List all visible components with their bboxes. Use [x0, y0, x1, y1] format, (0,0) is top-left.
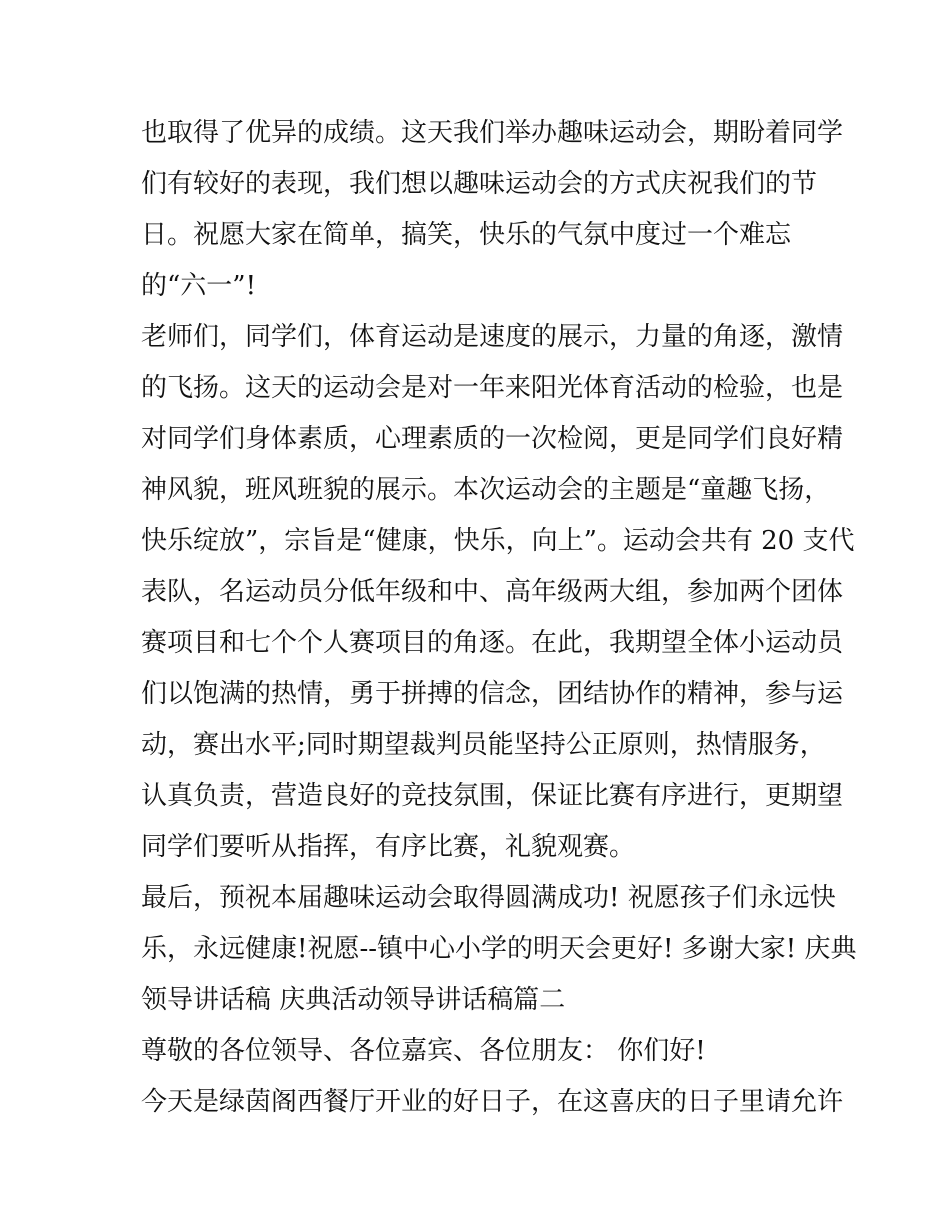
text-line: 赛项目和七个个人赛项目的角逐。在此，我期望全体小运动员 [141, 628, 844, 658]
text-line: 们有较好的表现，我们想以趣味运动会的方式庆祝我们的节 [141, 169, 818, 199]
text-line: 尊敬的各位领导、各位嘉宾、各位朋友： 你们好! [141, 1036, 706, 1066]
text-line: 今天是绿茵阁西餐厅开业的好日子，在这喜庆的日子里请允许 [141, 1087, 844, 1117]
text-line: 神风貌，班风班貌的展示。本次运动会的主题是“童趣飞扬， [141, 475, 831, 505]
text-line: 的飞扬。这天的运动会是对一年来阳光体育活动的检验，也是 [141, 373, 844, 403]
text-line: 的“六一”! [141, 271, 257, 301]
text-line: 乐，永远健康!祝愿--镇中心小学的明天会更好! 多谢大家! 庆典 [141, 934, 857, 964]
text-line: 动，赛出水平;同时期望裁判员能坚持公正原则，热情服务， [141, 730, 826, 760]
text-line: 也取得了优异的成绩。这天我们举办趣味运动会，期盼着同学 [141, 118, 844, 148]
text-line: 领导讲话稿 庆典活动领导讲话稿篇二 [141, 985, 566, 1015]
document-body [141, 108, 857, 1128]
text-line: 表队，名运动员分低年级和中、高年级两大组，参加两个团体 [141, 577, 844, 607]
text-line: 日。祝愿大家在简单，搞笑，快乐的气氛中度过一个难忘 [141, 220, 792, 250]
text-line: 认真负责，营造良好的竞技氛围，保证比赛有序进行，更期望 [141, 781, 844, 811]
text-line: 对同学们身体素质，心理素质的一次检阅，更是同学们良好精 [141, 424, 844, 454]
text-line: 老师们，同学们，体育运动是速度的展示，力量的角逐，激情 [141, 322, 844, 352]
text-line: 们以饱满的热情，勇于拼搏的信念，团结协作的精神，参与运 [141, 679, 844, 709]
text-line: 快乐绽放”，宗旨是“健康，快乐，向上”。运动会共有 20 支代 [141, 526, 855, 556]
text-line: 最后，预祝本届趣味运动会取得圆满成功! 祝愿孩子们永远快 [141, 883, 836, 913]
text-line: 同学们要听从指挥，有序比赛，礼貌观赛。 [141, 832, 636, 862]
